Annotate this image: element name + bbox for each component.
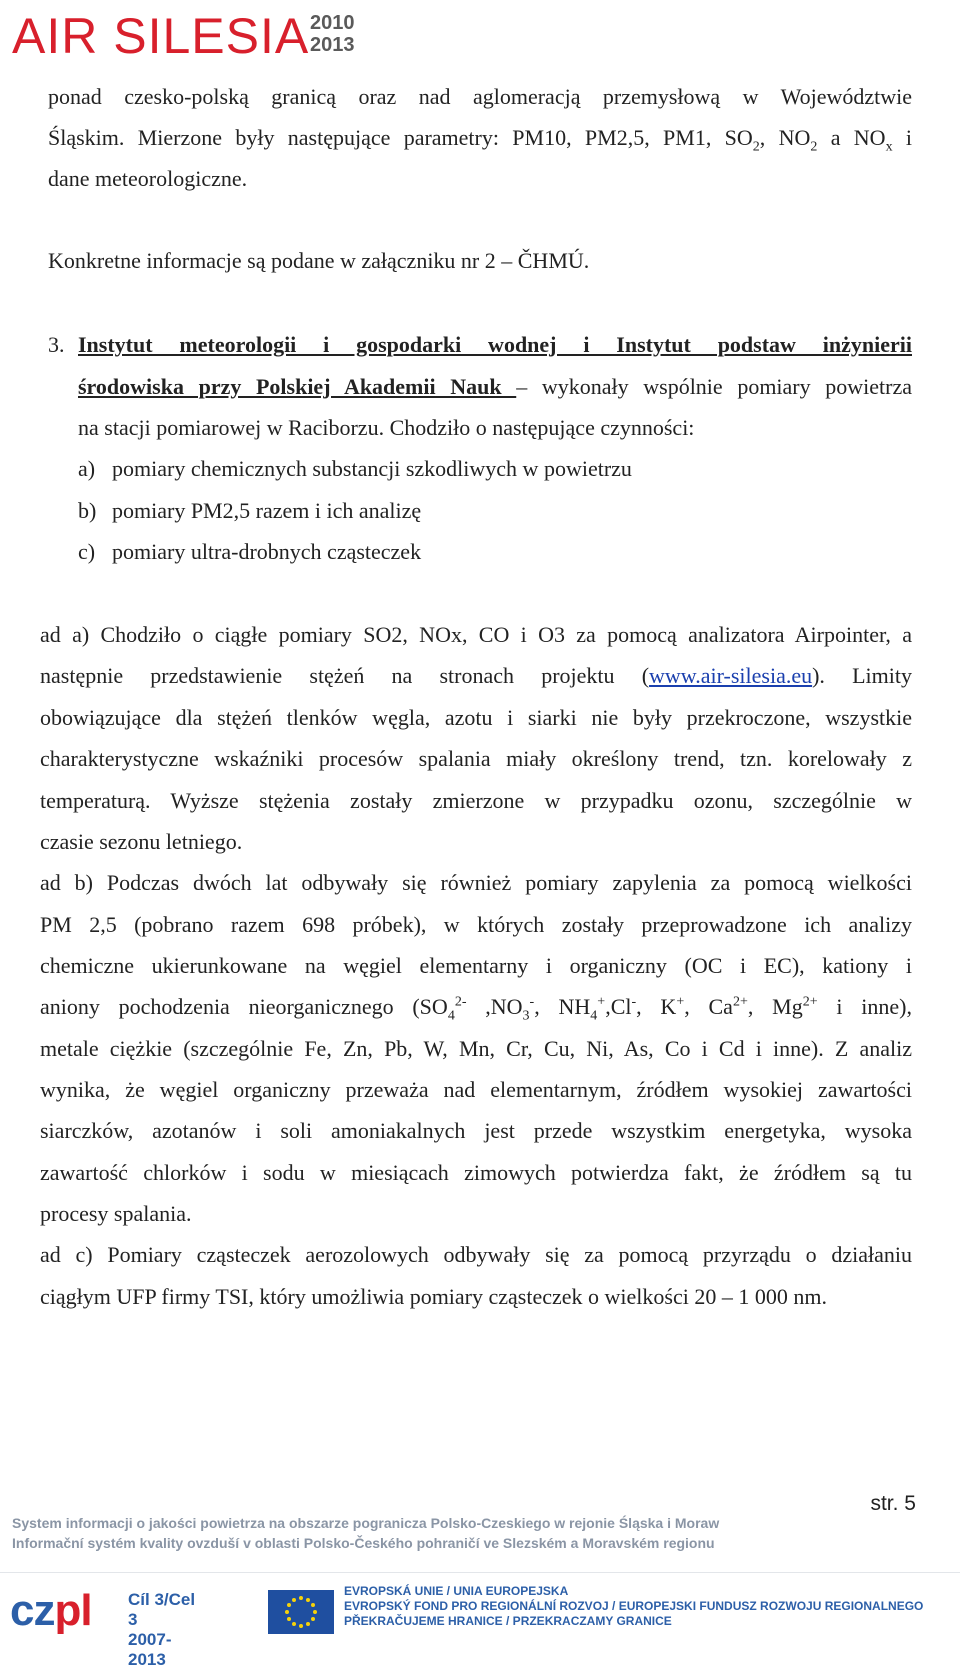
intro-line-1: ponad czesko-polską granicą oraz nad aglomeracją przemysłową w Województwie bbox=[48, 84, 912, 109]
list-item-a-marker: a) bbox=[78, 456, 96, 481]
chmu-reference: Konkretne informacje są podane w załączniku nr 2 – ČHMÚ. bbox=[48, 248, 590, 273]
eu-line-2: EVROPSKÝ FOND PRO REGIONÁLNÍ ROZVOJ / EUROPEJSKI FUNDUSZ ROZWOJU REGIONALNEGO bbox=[344, 1599, 924, 1613]
text-run: Śląskim. Mierzone były następujące parametry: PM10, PM2,5, PM1, SO bbox=[48, 125, 753, 150]
text-run: – wykonały wspólnie pomiary powietrza bbox=[516, 374, 912, 399]
ad-b-line-8: zawartość chlorków i sodu w miesiącach zimowych potwierdza fakt, że źródłem są tu bbox=[40, 1160, 912, 1185]
logo-text: AIR SILESIA bbox=[12, 8, 310, 64]
text-run: ). Limity bbox=[812, 663, 913, 688]
ad-a-line-5: temperaturą. Wyższe stężenia zostały zmierzone w przypadku ozonu, szczególnie w bbox=[40, 788, 912, 813]
air-silesia-logo bbox=[12, 6, 372, 64]
logo-year-end: 2013 bbox=[310, 34, 355, 56]
eu-funding-text bbox=[344, 1584, 923, 1629]
footer-line-cz: Informační systém kvality ovzduší v oblasti Polsko-Českého pohraničí ve Slezském a Moravském regionu bbox=[12, 1535, 715, 1551]
text-run: i inne), bbox=[817, 994, 912, 1019]
item-3-title-line-1: Instytut meteorologii i gospodarki wodnej i Instytut podstaw inżynierii bbox=[78, 332, 912, 357]
superscript: + bbox=[676, 994, 685, 1010]
footer-line-pl: System informacji o jakości powietrza na obszarze pogranicza Polsko-Czeskiego w rejonie Śląska i Moraw bbox=[12, 1515, 720, 1531]
list-item-c-marker: c) bbox=[78, 539, 96, 564]
eu-flag-icon bbox=[268, 1590, 334, 1634]
subscript: 4 bbox=[590, 1008, 598, 1024]
underlined-title: środowiska przy Polskiej Akademii Nauk bbox=[78, 374, 517, 399]
item-3-number: 3. bbox=[48, 332, 65, 357]
cil-cel-logo bbox=[128, 1590, 208, 1670]
item-3-title-line-2 bbox=[78, 372, 912, 402]
page-number: str. 5 bbox=[870, 1492, 916, 1515]
ad-b-line-7: siarczków, azotanów i soli amoniakalnych jest przede wszystkim energetyka, wysoka bbox=[40, 1118, 912, 1143]
logo-years bbox=[310, 12, 355, 56]
subscript: 2 bbox=[810, 139, 818, 155]
text-run: , K bbox=[636, 994, 677, 1019]
text-run: ,NO bbox=[466, 994, 523, 1019]
superscript: 2- bbox=[454, 994, 467, 1010]
intro-line-2 bbox=[48, 123, 912, 153]
intro-line-3: dane meteorologiczne. bbox=[48, 166, 248, 191]
subscript: 3 bbox=[522, 1008, 530, 1024]
superscript: 2+ bbox=[802, 994, 818, 1010]
list-item-b-marker: b) bbox=[78, 498, 97, 523]
text-run: , NO bbox=[759, 125, 811, 150]
footer-divider bbox=[0, 1572, 960, 1573]
ad-a-line-1: ad a) Chodziło o ciągłe pomiary SO2, NOx, CO i O3 za pomocą analizatora Airpointer, a bbox=[40, 622, 912, 647]
text-run: ,Cl bbox=[605, 994, 632, 1019]
ad-c-line-1: ad c) Pomiary cząsteczek aerozolowych odbywały się za pomocą przyrządu o działaniu bbox=[40, 1242, 912, 1267]
ad-a-line-4: charakterystyczne wskaźniki procesów spalania miały określony trend, tzn. korelowały z bbox=[40, 746, 912, 771]
item-3-line-3: na stacji pomiarowej w Raciborzu. Chodziło o następujące czynności: bbox=[78, 415, 695, 440]
text-run: , Ca bbox=[684, 994, 733, 1019]
logo-cz: cz bbox=[10, 1586, 55, 1635]
superscript: - bbox=[631, 994, 637, 1010]
superscript: 2+ bbox=[732, 994, 748, 1010]
ad-a-line-6: czasie sezonu letniego. bbox=[40, 829, 243, 854]
superscript: + bbox=[597, 994, 606, 1010]
subscript: 4 bbox=[447, 1008, 455, 1024]
text-run: , NH bbox=[534, 994, 591, 1019]
ad-b-line-4 bbox=[40, 992, 912, 1022]
ad-b-line-9: procesy spalania. bbox=[40, 1201, 192, 1226]
cil-line-1: Cíl 3/Cel 3 bbox=[128, 1590, 196, 1629]
subscript: 2 bbox=[752, 139, 760, 155]
eu-line-3: PŘEKRAČUJEME HRANICE / PRZEKRACZAMY GRANICE bbox=[344, 1614, 672, 1628]
text-run: następnie przedstawienie stężeń na stronach projektu ( bbox=[40, 663, 650, 688]
superscript: - bbox=[529, 994, 535, 1010]
ad-b-line-5: metale ciężkie (szczególnie Fe, Zn, Pb, W, Mn, Cr, Cu, Ni, As, Co i Cd i inne). Z analiz bbox=[40, 1036, 912, 1061]
project-website-link[interactable]: www.air-silesia.eu bbox=[649, 663, 813, 688]
ad-a-line-2 bbox=[40, 661, 912, 691]
list-item-c: pomiary ultra-drobnych cząsteczek bbox=[112, 539, 422, 564]
cil-line-2: 2007-2013 bbox=[128, 1630, 172, 1669]
ad-b-line-6: wynika, że węgiel organiczny przeważa nad elementarnym, źródłem wysokiej zawartości bbox=[40, 1077, 912, 1102]
ad-b-line-1: ad b) Podczas dwóch lat odbywały się również pomiary zapylenia za pomocą wielkości bbox=[40, 870, 912, 895]
eu-line-1: EVROPSKÁ UNIE / UNIA EUROPEJSKA bbox=[344, 1584, 569, 1598]
ad-c-line-2: ciągłym UFP firmy TSI, który umożliwia pomiary cząsteczek o wielkości 20 – 1 000 nm. bbox=[40, 1284, 827, 1309]
logo-pl: pl bbox=[54, 1586, 92, 1635]
text-run: aniony pochodzenia nieorganicznego (SO bbox=[40, 994, 448, 1019]
ad-b-line-2: PM 2,5 (pobrano razem 698 próbek), w których zostały przeprowadzone ich analizy bbox=[40, 912, 912, 937]
ad-a-line-3: obowiązujące dla stężeń tlenków węgla, azotu i siarki nie były przekroczone, wszystkie bbox=[40, 705, 912, 730]
text-run: , Mg bbox=[747, 994, 803, 1019]
list-item-b: pomiary PM2,5 razem i ich analizę bbox=[112, 498, 422, 523]
cz-pl-logo bbox=[10, 1586, 122, 1636]
logo-year-start: 2010 bbox=[310, 12, 355, 34]
text-run: a NO bbox=[817, 125, 886, 150]
ad-b-line-3: chemiczne ukierunkowane na węgiel elementarny i organiczny (OC i EC), kationy i bbox=[40, 953, 912, 978]
list-item-a: pomiary chemicznych substancji szkodliwych w powietrzu bbox=[112, 456, 632, 481]
subscript: x bbox=[885, 139, 893, 155]
text-run: i bbox=[892, 125, 912, 150]
